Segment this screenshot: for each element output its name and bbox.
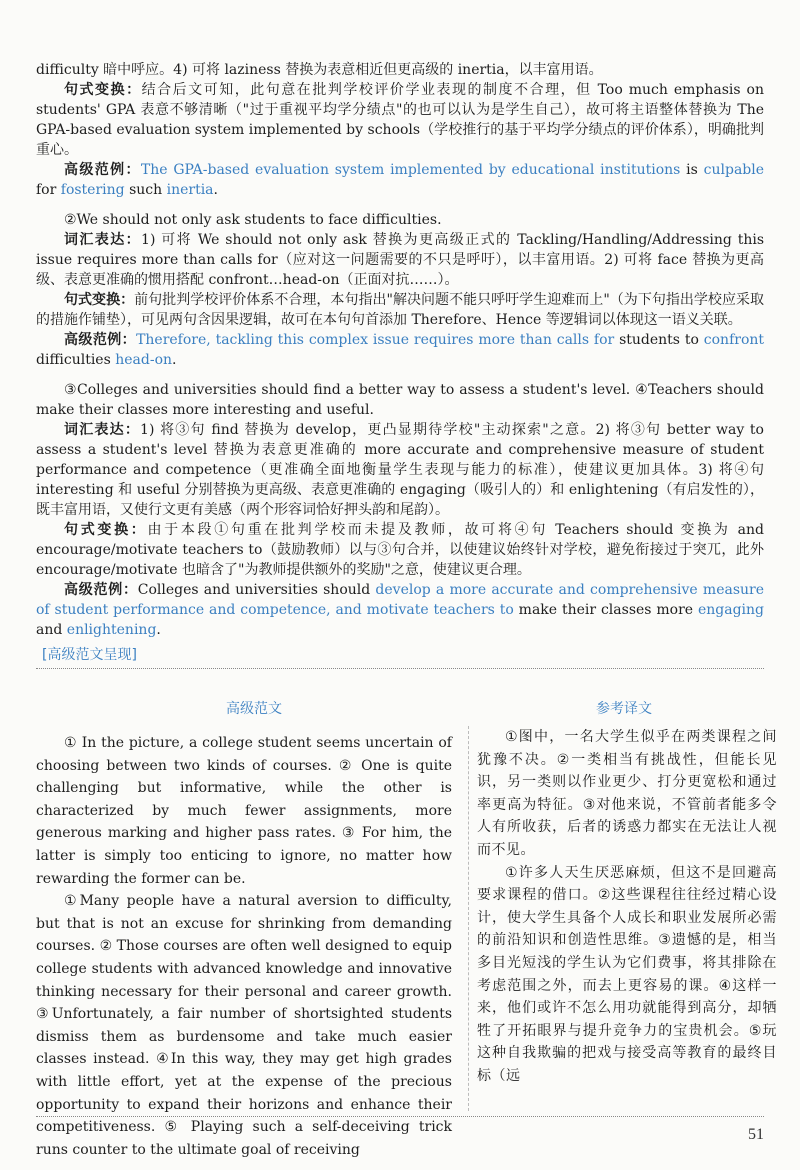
translation-essay (468, 726, 777, 1111)
top-paragraph-1: difficulty 暗中呼应。4) 可将 laziness 替换为表意相近但更高级的 inertia，以丰富用语。 (36, 62, 603, 78)
vocab-note-3: 词汇表达：1) 将③句 find 替换为 develop，更凸显期待学校"主动探索"之意。2) 将③句 better way to assess a student's level 替换为表意更准确的 more accurate and comprehensive measure of student performance and competence（更准确全面地衡量学生表现与能力的标准），使建议更加具体。3) 将④句 interesting 和 useful 分别替换为更高级、表意更准确的 engaging（吸引人的）和 enlightening（有启发性的），既丰富用语，又使行文更有美感（两个形容词恰好押头韵和尾韵）。 (36, 422, 764, 518)
sentence-2-lead: ②We should not only ask students to face difficulties. (64, 212, 442, 228)
section-tag: [高级范文呈现] (42, 647, 137, 663)
sentence-3-lead: ③Colleges and universities should find a better way to assess a student's level. ④Teachers should make their classes more interesting and useful. (36, 382, 764, 418)
translation-heading: 参考译文 (596, 701, 652, 717)
page-number: 51 (748, 1126, 764, 1143)
bottom-divider (36, 1116, 764, 1117)
divider (36, 668, 764, 669)
vocab-note-2: 词汇表达：1) 可将 We should not only ask 替换为更高级正式的 Tackling/Handling/Addressing this issue requires more than calls for（应对这一问题需要的不只是呼吁），以丰富用语。2) 可将 face 替换为更高级、表意更准确的惯用搭配 confront…head-on（正面对抗……）。 (36, 232, 764, 288)
syntax-note-1: 句式变换：结合后文可知，此句意在批判学校评价学业表现的制度不合理，但 Too much emphasis on students' GPA 表意不够清晰（"过于重视平均学分绩点"的也可以认为是学生自己），故可将主语整体替换为 The GPA-based evaluation system implemented by schools（学校推行的基于平均学分绩点的评价体系），明确批判重心。 (36, 82, 764, 158)
translation-para-2: ①许多人天生厌恶麻烦，但这不是回避高要求课程的借口。②这些课程往往经过精心设计，使大学生具备个人成长和职业发展所必需的前沿知识和创造性思维。③遗憾的是，相当多目光短浅的学生认为它们费事，将其排除在考虑范围之外，而去上更容易的课。④这样一来，他们或许不怎么用功就能得到高分，却牺牲了开拓眼界与提升竞争力的宝贵机会。⑤玩这种自我欺骗的把戏与接受高等教育的最终目标（远 (477, 864, 777, 1084)
instruction-section (36, 60, 764, 669)
syntax-note-2: 句式变换：前句批判学校评价体系不合理，本句指出"解决问题不能只呼吁学生迎难而上"（为下句指出学校应采取的措施作铺垫），可见两句含因果逻辑，故可在本句句首添加 Therefore、Hence 等逻辑词以体现这一语义关联。 (36, 292, 764, 328)
model-para-2: ①Many people have a natural aversion to difficulty, but that is not an excuse for shrinking from demanding courses. ② Those courses are often well designed to equip college students with advanced knowledge and innovative thinking necessary for their personal and career growth. ③Unfortunately, a fair number of shortsighted students dismiss them as burdensome and take much easier classes instead. ④In this way, they may get high grades with little effort, yet at the expense of the precious opportunity to expand their horizons and enhance their competitiveness. ⑤ Playing such a self-deceiving trick runs counter to the ultimate goal of receiving (36, 893, 452, 1158)
model-essay (36, 732, 452, 1161)
example-2: 高级范例：Therefore, tackling this complex issue requires more than calls for students to confront difficulties head-on. (36, 332, 765, 368)
syntax-note-3: 句式变换：由于本段①句重在批判学校而未提及教师，故可将④句 Teachers should 变换为 and encourage/motivate teachers to（鼓励教师）以与③句合并，以使建议始终针对学校，避免衔接过于突兀，此外 encourage/motivate 也暗含了"为教师提供额外的奖励"之意，使建议更合理。 (36, 522, 765, 578)
model-para-1: ① In the picture, a college student seems uncertain of choosing between two kinds of courses. ② One is quite challenging but informative, while the other is characterized by much fewer assignments, more generous marking and higher pass rates. ③ For him, the latter is simply too enticing to ignore, no matter how rewarding the former can be. (36, 735, 452, 887)
translation-para-1: ①图中，一名大学生似乎在两类课程之间犹豫不决。②一类相当有挑战性，但能长见识，另一类则以作业更少、打分更宽松和通过率更高为特征。③对他来说，不管前者能多令人有所收获，后者的诱惑力都实在无法让人视而不见。 (477, 729, 777, 858)
model-heading: 高级范文 (226, 701, 282, 717)
example-3: 高级范例：Colleges and universities should develop a more accurate and comprehensive measure of student performance and competence, and motivate teachers to make their classes more engaging and enlightening. (36, 582, 764, 638)
example-1: 高级范例：The GPA-based evaluation system implemented by educational institutions is culpable for fostering such inertia. (36, 162, 765, 198)
